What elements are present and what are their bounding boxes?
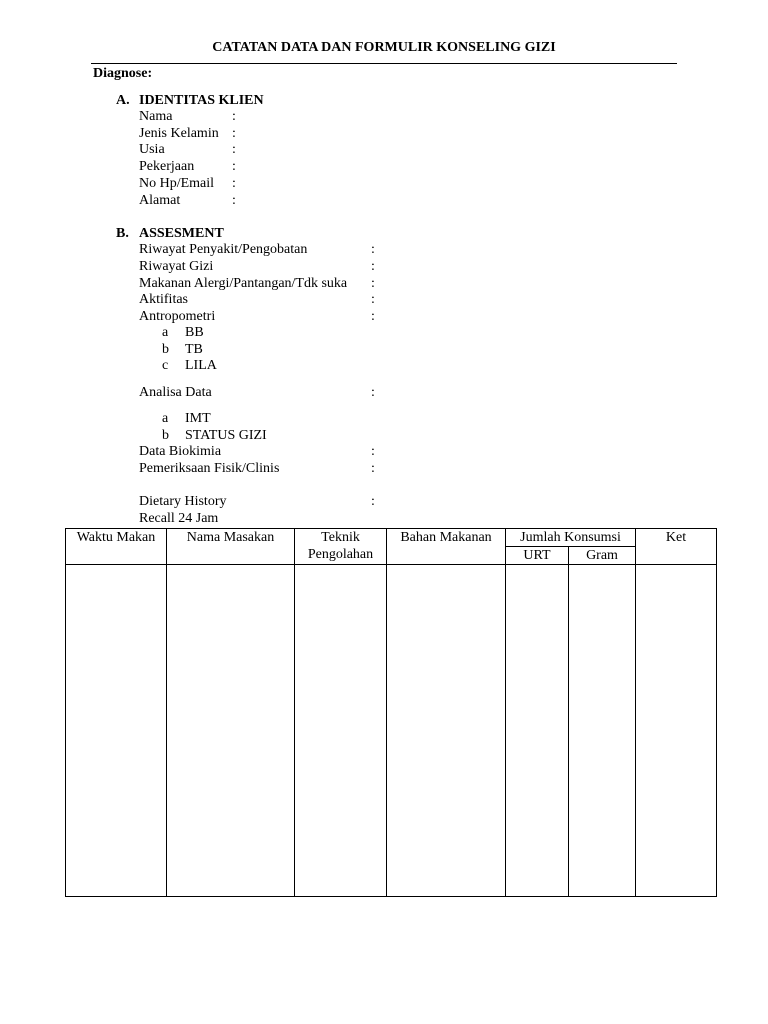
field-usia-label: Usia [139,142,165,157]
header-waktu-makan: Waktu Makan [66,529,167,565]
field-usia-colon: : [232,142,236,157]
table-cell-waktu-makan[interactable] [66,565,167,897]
section-b-heading: ASSESMENT [139,226,224,241]
field-pekerjaan-label: Pekerjaan [139,159,195,174]
recall-table [65,528,717,897]
recall-24-jam-label: Recall 24 Jam [139,511,219,526]
title-underline [91,63,677,64]
aktifitas-label: Aktifitas [139,292,188,307]
antropometri-label: Antropometri [139,309,216,324]
field-jenis-kelamin-colon: : [232,126,236,141]
diagnose-label: Diagnose: [93,66,153,81]
makanan-alergi-colon: : [371,276,375,291]
form-title: CATATAN DATA DAN FORMULIR KONSELING GIZI [212,40,556,55]
section-a-letter: A. [116,93,130,108]
section-a-heading: IDENTITAS KLIEN [139,93,264,108]
antropometri-item-lila: LILA [185,358,217,373]
data-biokimia-colon: : [371,444,375,459]
field-alamat-colon: : [232,193,236,208]
data-biokimia-label: Data Biokimia [139,444,222,459]
analisa-data-colon: : [371,385,375,400]
riwayat-penyakit-label: Riwayat Penyakit/Pengobatan [139,242,308,257]
antropometri-colon: : [371,309,375,324]
analisa-item-status-gizi: STATUS GIZI [185,428,267,443]
riwayat-penyakit-colon: : [371,242,375,257]
analisa-item-imt: IMT [185,411,211,426]
header-nama-masakan: Nama Masakan [167,529,295,565]
field-pekerjaan-colon: : [232,159,236,174]
header-urt: URT [506,547,569,565]
field-no-hp-email-label: No Hp/Email [139,176,215,191]
analisa-data-label: Analisa Data [139,385,212,400]
header-ket: Ket [636,529,717,565]
field-nama-colon: : [232,109,236,124]
riwayat-gizi-colon: : [371,259,375,274]
analisa-item-letter: b [162,428,169,443]
header-gram: Gram [569,547,636,565]
antropometri-item-letter: b [162,342,169,357]
dietary-history-label: Dietary History [139,494,227,509]
antropometri-item-letter: a [162,325,169,340]
pemeriksaan-fisik-label: Pemeriksaan Fisik/Clinis [139,461,280,476]
makanan-alergi-label: Makanan Alergi/Pantangan/Tdk suka [139,276,348,291]
field-alamat-label: Alamat [139,193,181,208]
table-cell-bahan-makanan[interactable] [387,565,506,897]
header-jumlah-konsumsi: Jumlah Konsumsi [506,529,636,547]
table-cell-nama-masakan[interactable] [167,565,295,897]
analisa-item-letter: a [162,411,169,426]
table-row [66,565,717,897]
header-bahan-makanan: Bahan Makanan [387,529,506,565]
antropometri-item-bb: BB [185,325,204,340]
section-b-letter: B. [116,226,129,241]
aktifitas-colon: : [371,292,375,307]
table-cell-teknik-pengolahan[interactable] [295,565,387,897]
header-teknik-pengolahan: Teknik Pengolahan [295,529,387,565]
field-nama-label: Nama [139,109,173,124]
pemeriksaan-fisik-colon: : [371,461,375,476]
field-jenis-kelamin-label: Jenis Kelamin [139,126,219,141]
field-no-hp-email-colon: : [232,176,236,191]
antropometri-item-tb: TB [185,342,203,357]
riwayat-gizi-label: Riwayat Gizi [139,259,214,274]
dietary-history-colon: : [371,494,375,509]
antropometri-item-letter: c [162,358,169,373]
table-cell-gram[interactable] [569,565,636,897]
table-cell-urt[interactable] [506,565,569,897]
table-cell-ket[interactable] [636,565,717,897]
